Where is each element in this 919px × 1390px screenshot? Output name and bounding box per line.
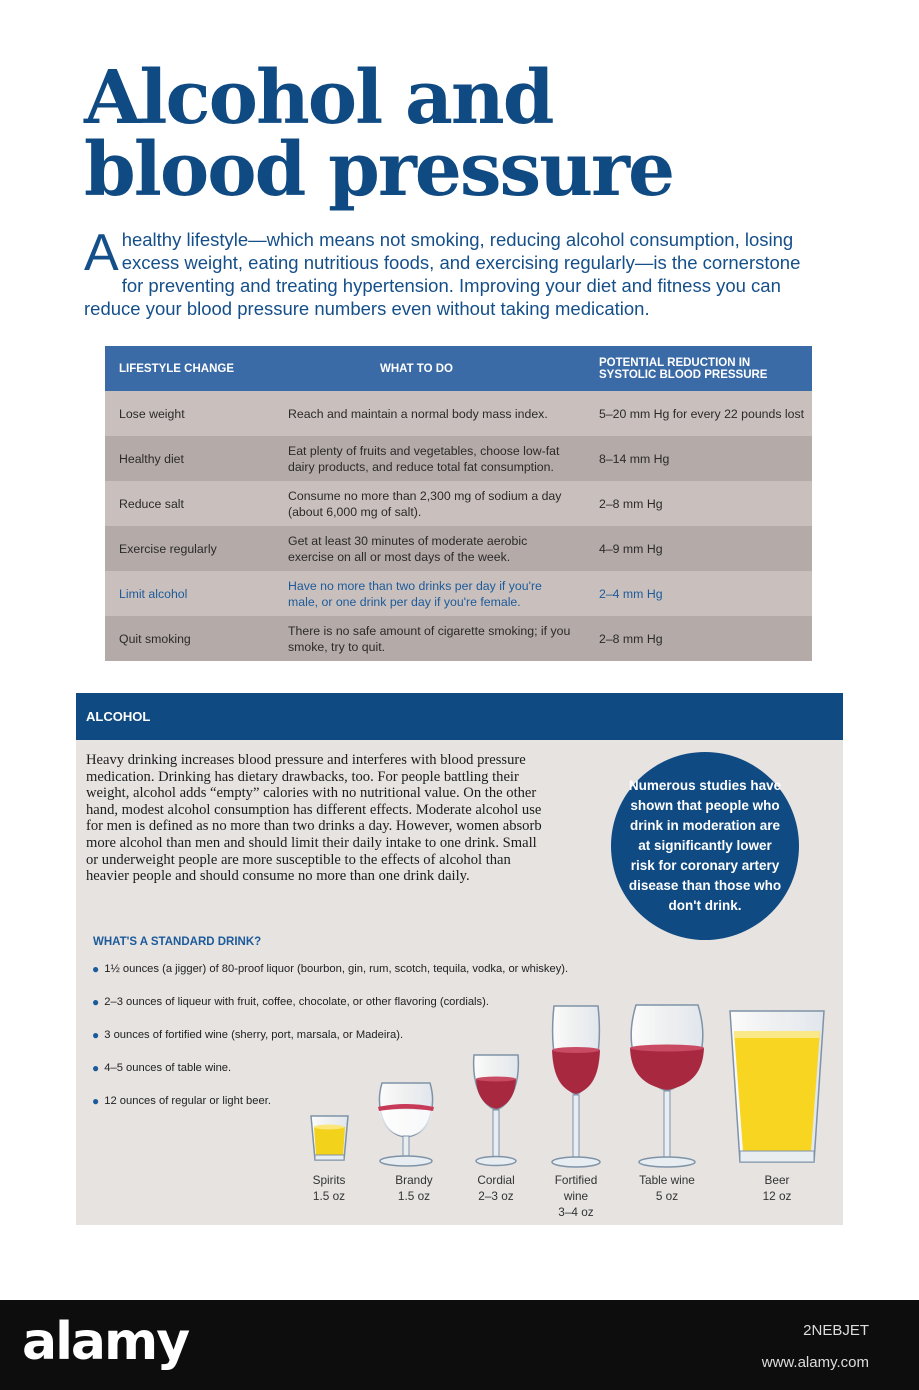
image-id: 2NEBJET (803, 1322, 869, 1339)
list-item: ● 4–5 ounces of table wine. (92, 1061, 232, 1075)
glass-amount: 3–4 oz (558, 1205, 594, 1219)
glass-name: Brandy (395, 1173, 433, 1187)
glass-name: Table wine (639, 1173, 695, 1187)
row-todo: Reach and maintain a normal body mass index. (288, 406, 548, 421)
table-row (105, 616, 812, 661)
row-reduction: 8–14 mm Hg (599, 451, 670, 466)
site-url: www.alamy.com (761, 1354, 869, 1371)
glass-name: Fortified wine (554, 1173, 598, 1203)
table-wine-glass-icon (630, 1005, 704, 1167)
intro-text: healthy lifestyle—which means not smoking, reducing alcohol consumption, losing excess weight, eating nutritious foods, and exercising regularly—is the cornerstone for preventing and treating hypertension. Improving your diet and fitness you can reduce your blood pressure numbers even without taking medication. (84, 229, 801, 319)
row-change: Limit alcohol (119, 586, 188, 601)
row-change: Quit smoking (119, 631, 191, 646)
brandy-label (374, 1172, 454, 1204)
intro-paragraph (84, 224, 824, 320)
glass-name: Cordial (477, 1173, 515, 1187)
spirits-label (289, 1172, 369, 1204)
bullet-icon: ● (92, 1028, 100, 1042)
row-reduction: 2–8 mm Hg (599, 496, 663, 511)
table-row (105, 481, 812, 526)
spirits-glass-icon (311, 1116, 348, 1160)
lifestyle-table (105, 346, 812, 661)
beer-label (737, 1172, 817, 1204)
callout-text: Numerous studies have shown that people who drink in moderation are at significantly lower risk for coronary artery disease than those who don't drink. (628, 778, 782, 913)
bullet-icon: ● (92, 962, 100, 976)
alcohol-body: Heavy drinking increases blood pressure and interferes with blood pressure medication. Drinking has dietary drawbacks, too. For people battling their weight, alcohol adds “empty” calories with no nutritional value. On the other hand, modest alcohol consumption has different effects. Moderate alcohol use for men is defined as no more than two drinks a day. However, women absorb more alcohol than men and should limit their daily intake to one drink. Small or underweight people are more susceptible to the effects of alcohol than heavier people and should consume no more than one drink daily. (86, 752, 542, 885)
table-row (105, 436, 812, 481)
alamy-logo: alamy (22, 1312, 189, 1372)
fortified-wine-label (546, 1172, 606, 1220)
bullet-icon: ● (92, 995, 100, 1009)
alcohol-panel (76, 693, 843, 1225)
intro-dropcap: A (84, 224, 119, 282)
list-item: ● 12 ounces of regular or light beer. (92, 1094, 271, 1108)
row-todo: Get at least 30 minutes of moderate aerobic exercise on all or most days of the week. (288, 533, 528, 564)
row-todo: Consume no more than 2,300 mg of sodium a day (about 6,000 mg of salt). (288, 488, 562, 519)
row-reduction: 4–9 mm Hg (599, 541, 663, 556)
footer-bar (0, 1300, 919, 1390)
alcohol-heading: ALCOHOL (76, 693, 843, 740)
bullet-icon: ● (92, 1061, 100, 1075)
glass-amount: 2–3 oz (478, 1189, 514, 1203)
brandy-glass-icon (378, 1083, 434, 1166)
header-lifestyle-change: LIFESTYLE CHANGE (119, 362, 235, 375)
glass-name: Spirits (312, 1173, 346, 1187)
row-todo: Have no more than two drinks per day if you're male, or one drink per day if you're female. (288, 578, 542, 609)
title-line-2: blood pressure (84, 127, 674, 213)
header-what-to-do: WHAT TO DO (379, 362, 454, 375)
row-change: Exercise regularly (119, 541, 217, 556)
table-row (105, 526, 812, 571)
glass-amount: 1.5 oz (397, 1189, 431, 1203)
fortified-wine-glass-icon (552, 1006, 600, 1167)
glass-amount: 12 oz (762, 1189, 792, 1203)
title-line-1: Alcohol and (84, 55, 553, 141)
header-potential-reduction: POTENTIAL REDUCTION IN SYSTOLIC BLOOD PRESSURE (599, 356, 768, 381)
row-change: Healthy diet (119, 451, 184, 466)
row-todo: Eat plenty of fruits and vegetables, choose low-fat dairy products, and reduce total fat consumption. (288, 443, 560, 474)
row-reduction: 2–4 mm Hg (599, 586, 663, 601)
table-header (105, 346, 812, 391)
list-item: ● 3 ounces of fortified wine (sherry, port, marsala, or Madeira). (92, 1028, 404, 1042)
glass-amount: 5 oz (655, 1189, 679, 1203)
table-row-highlighted (105, 571, 812, 616)
cordial-glass-icon (474, 1055, 519, 1166)
bullet-icon: ● (92, 1094, 100, 1108)
drink-glasses-illustration (76, 693, 843, 1225)
table-wine-label (627, 1172, 707, 1204)
row-change: Lose weight (119, 406, 185, 421)
table-row (105, 391, 812, 436)
list-item: ● 1½ ounces (a jigger) of 80-proof liquor (bourbon, gin, rum, scotch, tequila, vodka, or whiskey). (92, 962, 569, 976)
standard-drink-title: WHAT'S A STANDARD DRINK? (93, 936, 262, 948)
list-item: ● 2–3 ounces of liqueur with fruit, coffee, chocolate, or other flavoring (cordials). (92, 995, 489, 1009)
glass-amount: 1.5 oz (312, 1189, 346, 1203)
beer-glass-icon (730, 1011, 824, 1162)
page-title (84, 55, 864, 213)
row-reduction: 5–20 mm Hg for every 22 pounds lost (599, 406, 805, 421)
cordial-label (456, 1172, 536, 1204)
row-change: Reduce salt (119, 496, 184, 511)
row-todo: There is no safe amount of cigarette smoking; if you smoke, try to quit. (288, 623, 571, 654)
row-reduction: 2–8 mm Hg (599, 631, 663, 646)
glass-name: Beer (764, 1173, 790, 1187)
